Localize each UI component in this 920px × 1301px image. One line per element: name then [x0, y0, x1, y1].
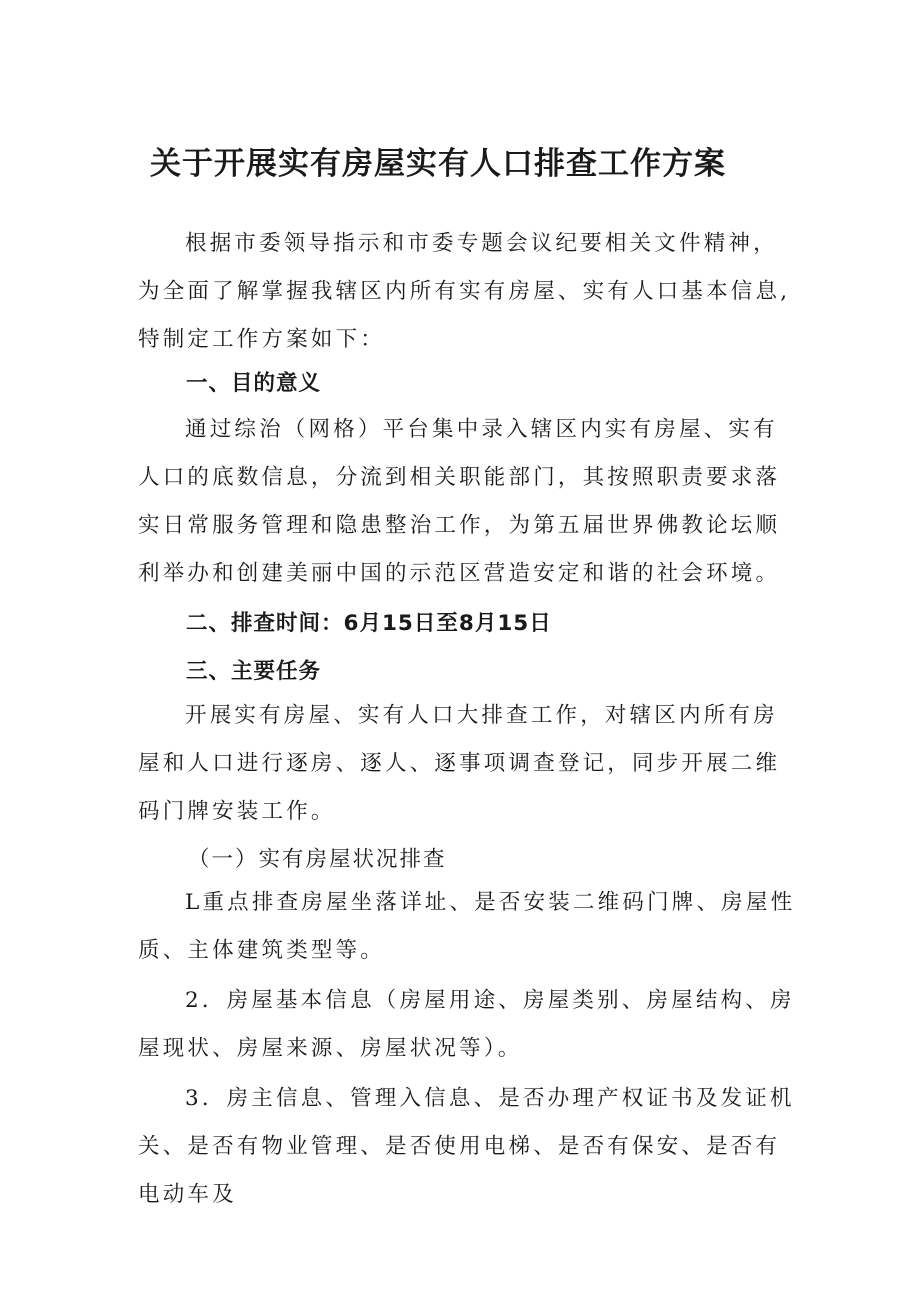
section1-heading: 一、目的意义	[186, 371, 322, 396]
section3-text: 开展实有房屋、实有人口大排查工作，对辖区内所有房屋和人口进行逐房、逐人、逐事项调查登记，同步开展二维码门牌安装工作。	[138, 703, 781, 824]
intro-paragraph	[138, 220, 798, 364]
intro-text: 根据市委领导指示和市委专题会议纪要相关文件精神，为全面了解掌握我辖区内所有实有房屋、实有人口基本信息,特制定工作方案如下：	[138, 231, 791, 352]
item2-text: 2．房屋基本信息（房屋用途、房屋类别、房屋结构、房屋现状、房屋来源、房屋状况等）。	[138, 988, 795, 1061]
document-title: 关于开展实有房屋实有人口排查工作方案	[150, 146, 726, 182]
section3-paragraph	[138, 692, 798, 836]
item2-paragraph	[138, 977, 798, 1073]
section2-heading: 二、排查时间：6月15日至8月15日	[186, 611, 552, 636]
item1-paragraph	[138, 879, 798, 975]
item3-text: 3．房主信息、管理入信息、是否办理产权证书及发证机关、是否有物业管理、是否使用电梯、是否有保安、是否有电动车及	[138, 1086, 795, 1207]
section1-text: 通过综治（网格）平台集中录入辖区内实有房屋、实有人口的底数信息，分流到相关职能部门，其按照职责要求落实日常服务管理和隐患整治工作，为第五届世界佛教论坛顺利举办和创建美丽中国的示范区营造安定和谐的社会环境。	[138, 417, 781, 586]
item1-text: L重点排查房屋坐落详址、是否安装二维码门牌、房屋性质、主体建筑类型等。	[138, 890, 796, 963]
section1-paragraph	[138, 406, 798, 598]
subsection1-heading: （一）实有房屋状况排查	[188, 847, 447, 872]
item3-paragraph	[138, 1075, 798, 1219]
section3-heading: 三、主要任务	[186, 659, 322, 684]
